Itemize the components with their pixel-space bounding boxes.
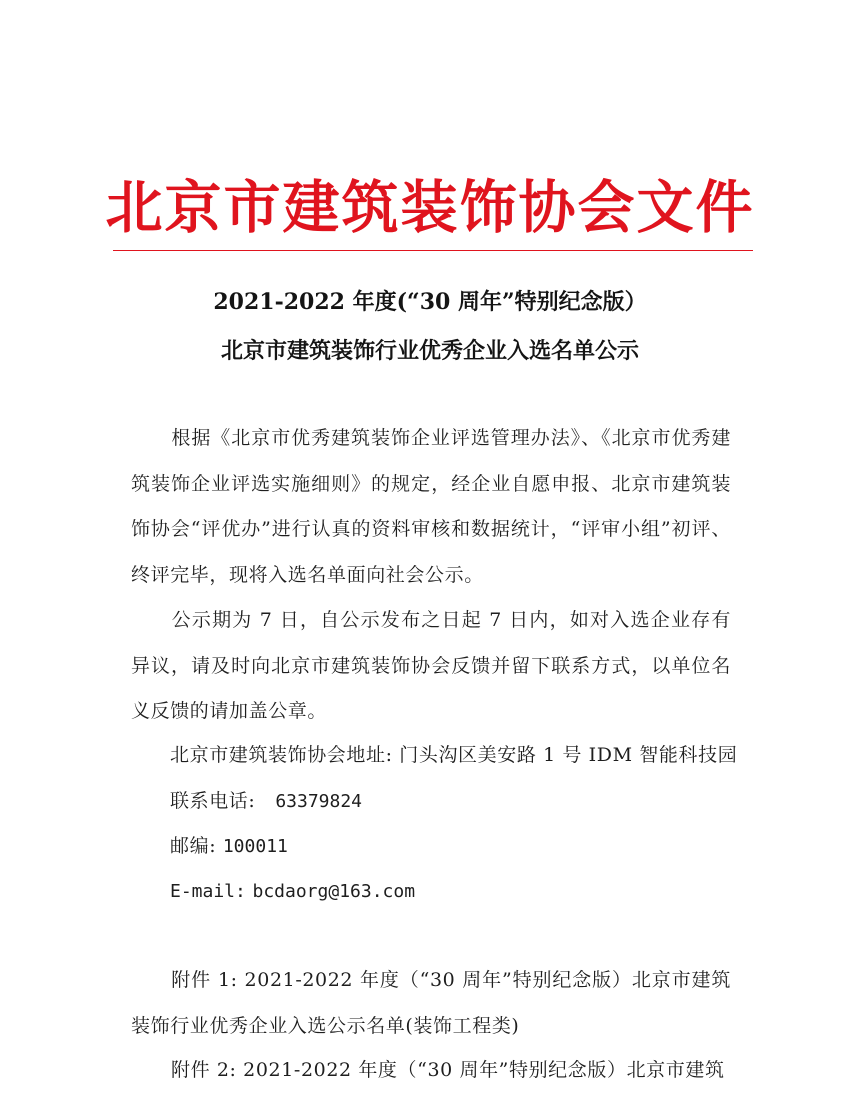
email-value: bcdaorg@163.com — [252, 881, 416, 902]
postcode-value: 100011 — [222, 836, 288, 857]
email-label: E-mail: — [170, 881, 246, 902]
address-label: 北京市建筑装饰协会地址: — [170, 744, 393, 766]
contact-phone — [170, 786, 362, 817]
contact-postcode — [170, 831, 288, 862]
body-paragraph-2 — [131, 598, 731, 735]
attachment-1-text: 附件 1: 2021-2022 年度（“30 周年”特别纪念版）北京市建筑装饰行业优秀企业入选公示名单(装饰工程类) — [131, 969, 731, 1037]
phone-label: 联系电话: — [170, 790, 256, 812]
contact-email — [170, 876, 415, 907]
contact-address — [170, 740, 737, 770]
document-title-line2: 北京市建筑装饰行业优秀企业入选名单公示 — [220, 338, 639, 364]
paragraph-1-text: 根据《北京市优秀建筑装饰企业评选管理办法》、《北京市优秀建筑装饰企业评选实施细则》的规定，经企业自愿申报、北京市建筑装饰协会“评优办”进行认真的资料审核和数据统计，“评审小组”初评、终评完毕，现将入选名单面向社会公示。 — [131, 427, 731, 586]
attachment-2 — [131, 1048, 731, 1094]
attachment-1 — [131, 958, 731, 1049]
postcode-label: 邮编: — [170, 835, 217, 857]
phone-value: 63379824 — [275, 791, 363, 812]
body-paragraph-1 — [131, 416, 731, 598]
header-red-rule — [113, 250, 753, 251]
paragraph-2-text: 公示期为 7 日，自公示发布之日起 7 日内，如对入选企业存有异议，请及时向北京市建筑装饰协会反馈并留下联系方式，以单位名义反馈的请加盖公章。 — [131, 609, 731, 722]
address-value: 门头沟区美安路 1 号 IDM 智能科技园 — [399, 744, 738, 766]
document-title-line1: 2021-2022 年度(“30 周年”特别纪念版） — [213, 289, 647, 315]
attachment-2-text: 附件 2: 2021-2022 年度（“30 周年”特别纪念版）北京市建筑 — [171, 1059, 725, 1081]
org-header-title: 北京市建筑装饰协会文件 — [105, 174, 755, 241]
